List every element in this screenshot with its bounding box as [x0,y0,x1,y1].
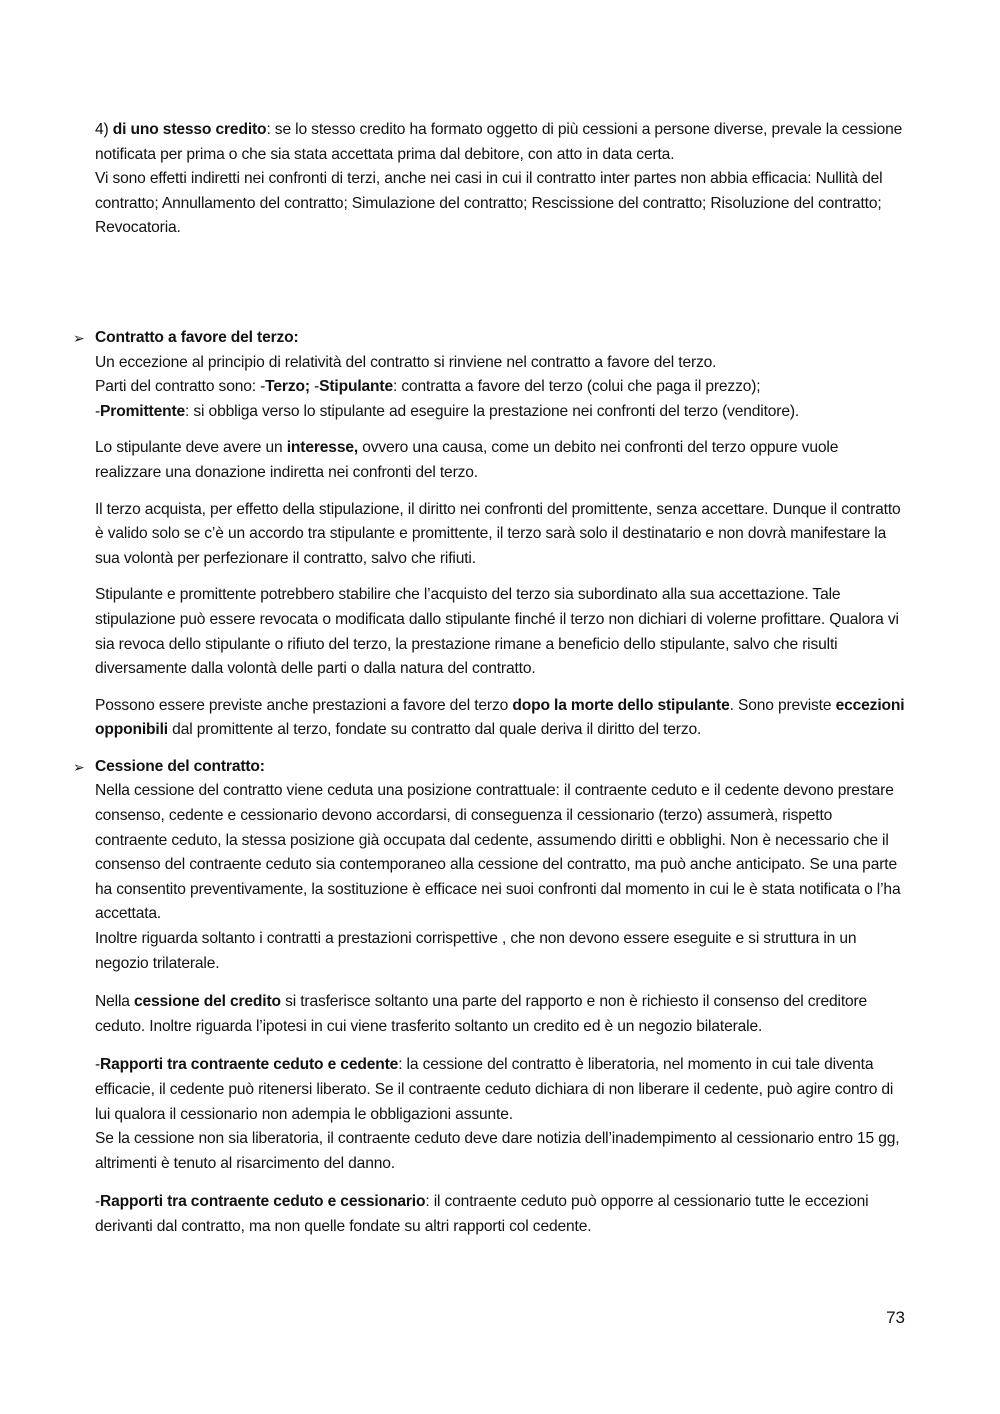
paragraph: Nella cessione del contratto viene ceduta una posizione contrattuale: il contraente ceduto e il cedente devono prestare consenso, cedente e cessionario devono accordarsi, di conseguenza il cessionario (terzo) assumerà, rispetto contraente ceduto, la stessa posizione già occupata dal cedente, assumendo diritti e obblighi. Non è necessario che il consenso del contraente ceduto sia contemporaneo alla cessione del contratto, ma può anche anticipato. Se una parte ha consentito preventivamente, la sostituzione è efficace nei suoi confronti dal momento in cui le è stata notificata o l’ha accettata. [95,782,901,923]
paragraph: Il terzo acquista, per effetto della stipulazione, il diritto nei confronti del promittente, senza accettare. Dunque il contratto è valido solo se c’è un accordo tra stipulante e promittente, il terzo sarà solo il destinatario e non dovrà manifestare la sua volontà per perfezionare il contratto, salvo che rifiuti. [95,500,901,567]
section-cessione-contratto [73,755,907,1240]
text: dal promittente al terzo, fondate su contratto dal quale deriva il diritto del terzo. [167,721,702,739]
page-number: 73 [886,1308,905,1327]
bold-term: Terzo; [265,378,315,396]
bold-term: Rapporti tra contraente ceduto e cessionario [100,1193,426,1211]
text: Nella [95,993,134,1011]
bold-term: Promittente [100,402,186,420]
section-heading: Contratto a favore del terzo: [95,328,299,346]
bold-term: Rapporti tra contraente ceduto e cedente [100,1056,399,1074]
page-content [73,118,907,1240]
text: : contratta a favore del terzo (colui che paga il prezzo); [393,378,761,396]
text: si trasferisce soltanto una parte del rapporto e non è richiesto il consenso del creditore ceduto. Inoltre riguarda l’ipotesi in cui viene trasferito soltanto un credito ed è un negozio bilaterale. [95,993,868,1035]
bold-term: dopo la morte dello stipulante [512,696,730,714]
paragraph [95,1053,907,1127]
text: - [95,1056,101,1074]
text: Lo stipulante deve avere un [95,439,287,457]
bold-term: di uno stesso credito [112,121,267,138]
paragraph: Un eccezione al principio di relatività del contratto si rinviene nel contratto a favore del terzo. [95,353,717,371]
text: : se lo stesso credito ha formato oggetto di più cessioni a persone diverse, prevale la cessione notificata per prima o che sia stata accettata prima dal debitore, con atto in data certa. [95,121,903,163]
paragraph [95,1190,907,1239]
bold-term: eccezioni opponibili [95,696,905,739]
bold-term: interesse, [286,439,359,457]
text: ovvero una causa, come un debito nei confronti del terzo oppure vuole realizzare una donazione indiretta nei confronti del terzo. [95,439,839,481]
bold-term: cessione del credito [133,993,281,1011]
paragraph-intro-2: Vi sono effetti indiretti nei confronti di terzi, anche nei casi in cui il contratto inter partes non abbia efficacia: Nullità del contratto; Annullamento del contratto; Simulazione del contratto; Rescissione del contratto; Risoluzione del contratto; Revocatoria. [95,170,883,237]
text: - [314,378,320,396]
text: : il contraente ceduto può opporre al cessionario tutte le eccezioni derivanti dal contratto, ma non quelle fondate su altri rapporti col cedente. [95,1193,869,1235]
paragraph [95,694,907,743]
paragraph: Inoltre riguarda soltanto i contratti a prestazioni corrispettive , che non devono essere eseguite e si struttura in un negozio trilaterale. [95,930,857,972]
text: 4) [95,121,113,138]
bold-term: Stipulante [319,378,393,396]
section-heading: Cessione del contratto: [95,757,265,775]
paragraph: Se la cessione non sia liberatoria, il contraente ceduto deve dare notizia dell’inadempimento al cessionario entro 15 gg, altrimenti è tenuto al risarcimento del danno. [95,1130,900,1172]
arrow-bullet-icon: ➢ [73,329,85,346]
text: : si obbliga verso lo stipulante ad eseguire la prestazione nei confronti del terzo (venditore). [185,402,800,420]
text: Parti del contratto sono: - [95,378,266,396]
paragraph: Stipulante e promittente potrebbero stabilire che l’acquisto del terzo sia subordinato alla sua accettazione. Tale stipulazione può essere revocata o modificata dallo stipulante finché il terzo non dichiari di volerne profittare. Qualora vi sia revoca dello stipulante o rifiuto del terzo, la prestazione rimane a beneficio dello stipulante, salvo che risulti diversamente dalla volontà delle parti o dalla natura del contratto. [95,586,899,678]
paragraph [95,990,907,1039]
paragraph [95,436,907,485]
section-contratto-favore-terzo [73,326,907,743]
text: : la cessione del contratto è liberatoria, nel momento in cui tale diventa efficacie, il cedente può ritenersi liberato. Se il contraente ceduto dichiara di non liberare il cedente, può agire contro di lui qualora il cessionario non adempia le obbligazioni assunte. [95,1056,894,1123]
text: - [95,402,101,420]
paragraph-intro-1 [95,118,907,167]
paragraph [95,400,907,425]
paragraph [95,375,907,400]
text: - [95,1193,101,1211]
text: Possono essere previste anche prestazioni a favore del terzo [95,696,513,714]
arrow-bullet-icon: ➢ [73,758,85,775]
text: . Sono previste [729,696,836,714]
